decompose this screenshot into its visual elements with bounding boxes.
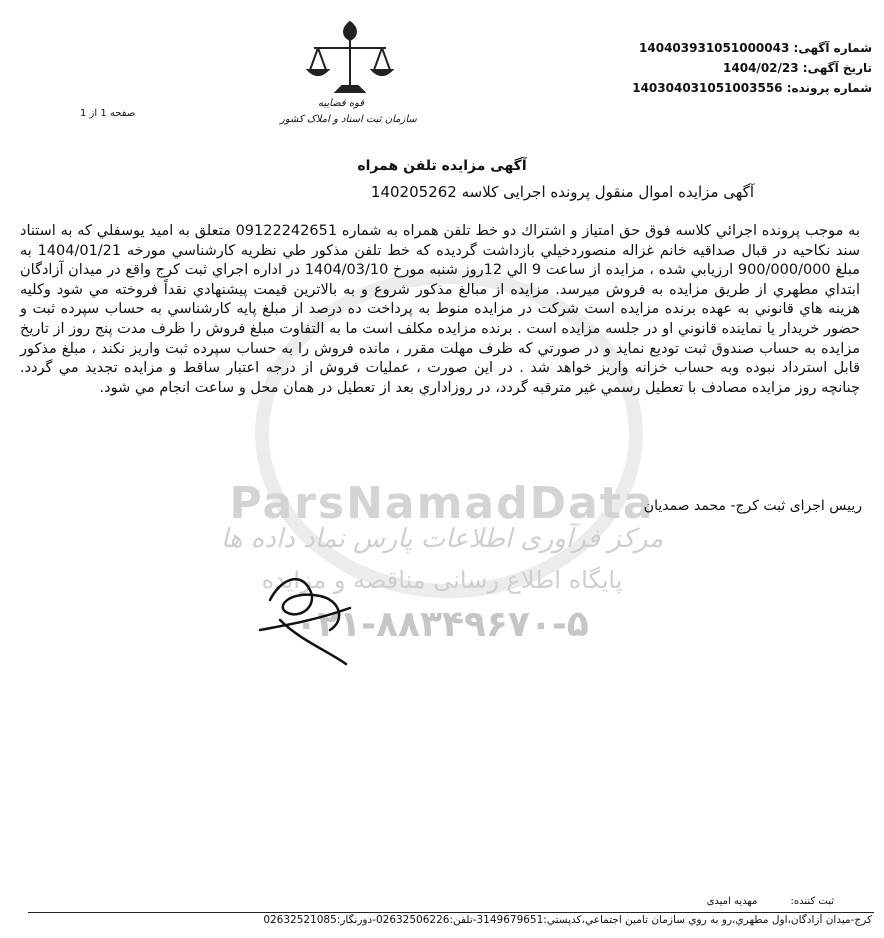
page-indicator: صفحه 1 از 1: [80, 108, 136, 119]
ad-number: 140403931051000043: [639, 41, 790, 55]
watermark-phone: ۰۲۱-۸۸۳۴۹۶۷۰-۵: [295, 604, 589, 645]
registrar-name: مهدیه امیدی: [706, 896, 758, 907]
notice-title: آگهی مزایده تلفن همراه: [357, 158, 527, 174]
scales-of-justice-icon: [270, 18, 430, 98]
signature-line: رییس اجرای ثبت کرج- محمد صمدیان: [643, 498, 862, 514]
watermark-brand: ParsNamadData: [229, 478, 655, 529]
judiciary-label: قوه قضاییه: [318, 98, 365, 109]
organization-label: سازمان ثبت اسناد و املاک کشور: [280, 114, 417, 125]
case-number-label: شماره پرونده:: [786, 81, 872, 95]
case-number-row: [452, 78, 872, 98]
ad-meta: [452, 38, 872, 98]
footer-address: کرج-ميدان آزادگان،اول مطهري،رو به روي سازمان تامين اجتماعي،كدپستي:3149679651-تلفن:02632506226-دورنگار:02632521085: [263, 914, 872, 926]
ad-number-row: [452, 38, 872, 58]
footer-divider: [28, 912, 874, 913]
handwritten-signature: [250, 560, 370, 670]
ad-number-label: شماره آگهی:: [793, 41, 872, 55]
ad-date-label: تاریخ آگهی:: [802, 61, 872, 75]
ad-date: 1404/02/23: [723, 61, 799, 75]
emblem: [270, 18, 430, 130]
watermark-line2: پایگاه اطلاع رسانی مناقصه و مزایده: [261, 566, 623, 594]
registrar: [707, 896, 834, 907]
notice-subtitle: آگهی مزایده اموال منقول پرونده اجرایی کلاسه 140205262: [370, 183, 754, 201]
watermark-line1: مرکز فرآوری اطلاعات پارس نماد داده ها: [220, 524, 664, 554]
case-number: 140304031051003556: [632, 81, 783, 95]
registrar-label: ثبت کننده:: [790, 896, 834, 907]
ad-date-row: [452, 58, 872, 78]
notice-body: به موجب پرونده اجرائي كلاسه فوق حق امتياز و اشتراك دو خط تلفن همراه به شماره 09122242651 متعلق به اميد يوسفلي كه به استناد سند نكاحيه در قبال صداقيه خانم غزاله منصوردخيلي بازداشت گرديده كه خط تلفن مذكور طي نظريه كارشناسي مورخه 1404/01/21 به مبلغ 900/000/000 ارزيابي شده ، مزايده از ساعت 9 الي 12روز شنبه مورخ 1404/03/10 در اداره اجراي ثبت كرج واقع در ميدان آزادگان ابتداي مطهري از طريق مزايده به فروش ميرسد. مزايده از مبالغ مذكور شروع و به بالاترين قيمت پيشنهادي نقداً فروخته مي شود وكليه هزينه هاي قانوني به عهده برنده مزايده است شركت در مزايده منوط به پرداخت ده درصد از مبلغ پايه كارشناسي به حساب سپرده ثبت و حضور خريدار يا نماينده قانوني او در جلسه مزايده است . برنده مزايده مكلف است ما به التفاوت مبلغ فروش را ظرف مدت پنج روز از تاريخ مزايده به حساب صندوق ثبت توديع نمايد و در صورتي كه ظرف مهلت مقرر ، مانده فروش را به حساب سپرده ثبت واريز نكند ، مبلغ مذكور قابل استرداد نبوده وبه حساب خزانه واريز خواهد شد . در اين صورت ، عمليات فروش از درجه اعتبار ساقط و مزايده تجديد مي گردد. چنانچه روز مزايده مصادف با تعطيل رسمي غير مترقبه گردد، در روزاداري بعد از تعطيل در همان محل و ساعت انجام مي شود.: [20, 223, 861, 396]
